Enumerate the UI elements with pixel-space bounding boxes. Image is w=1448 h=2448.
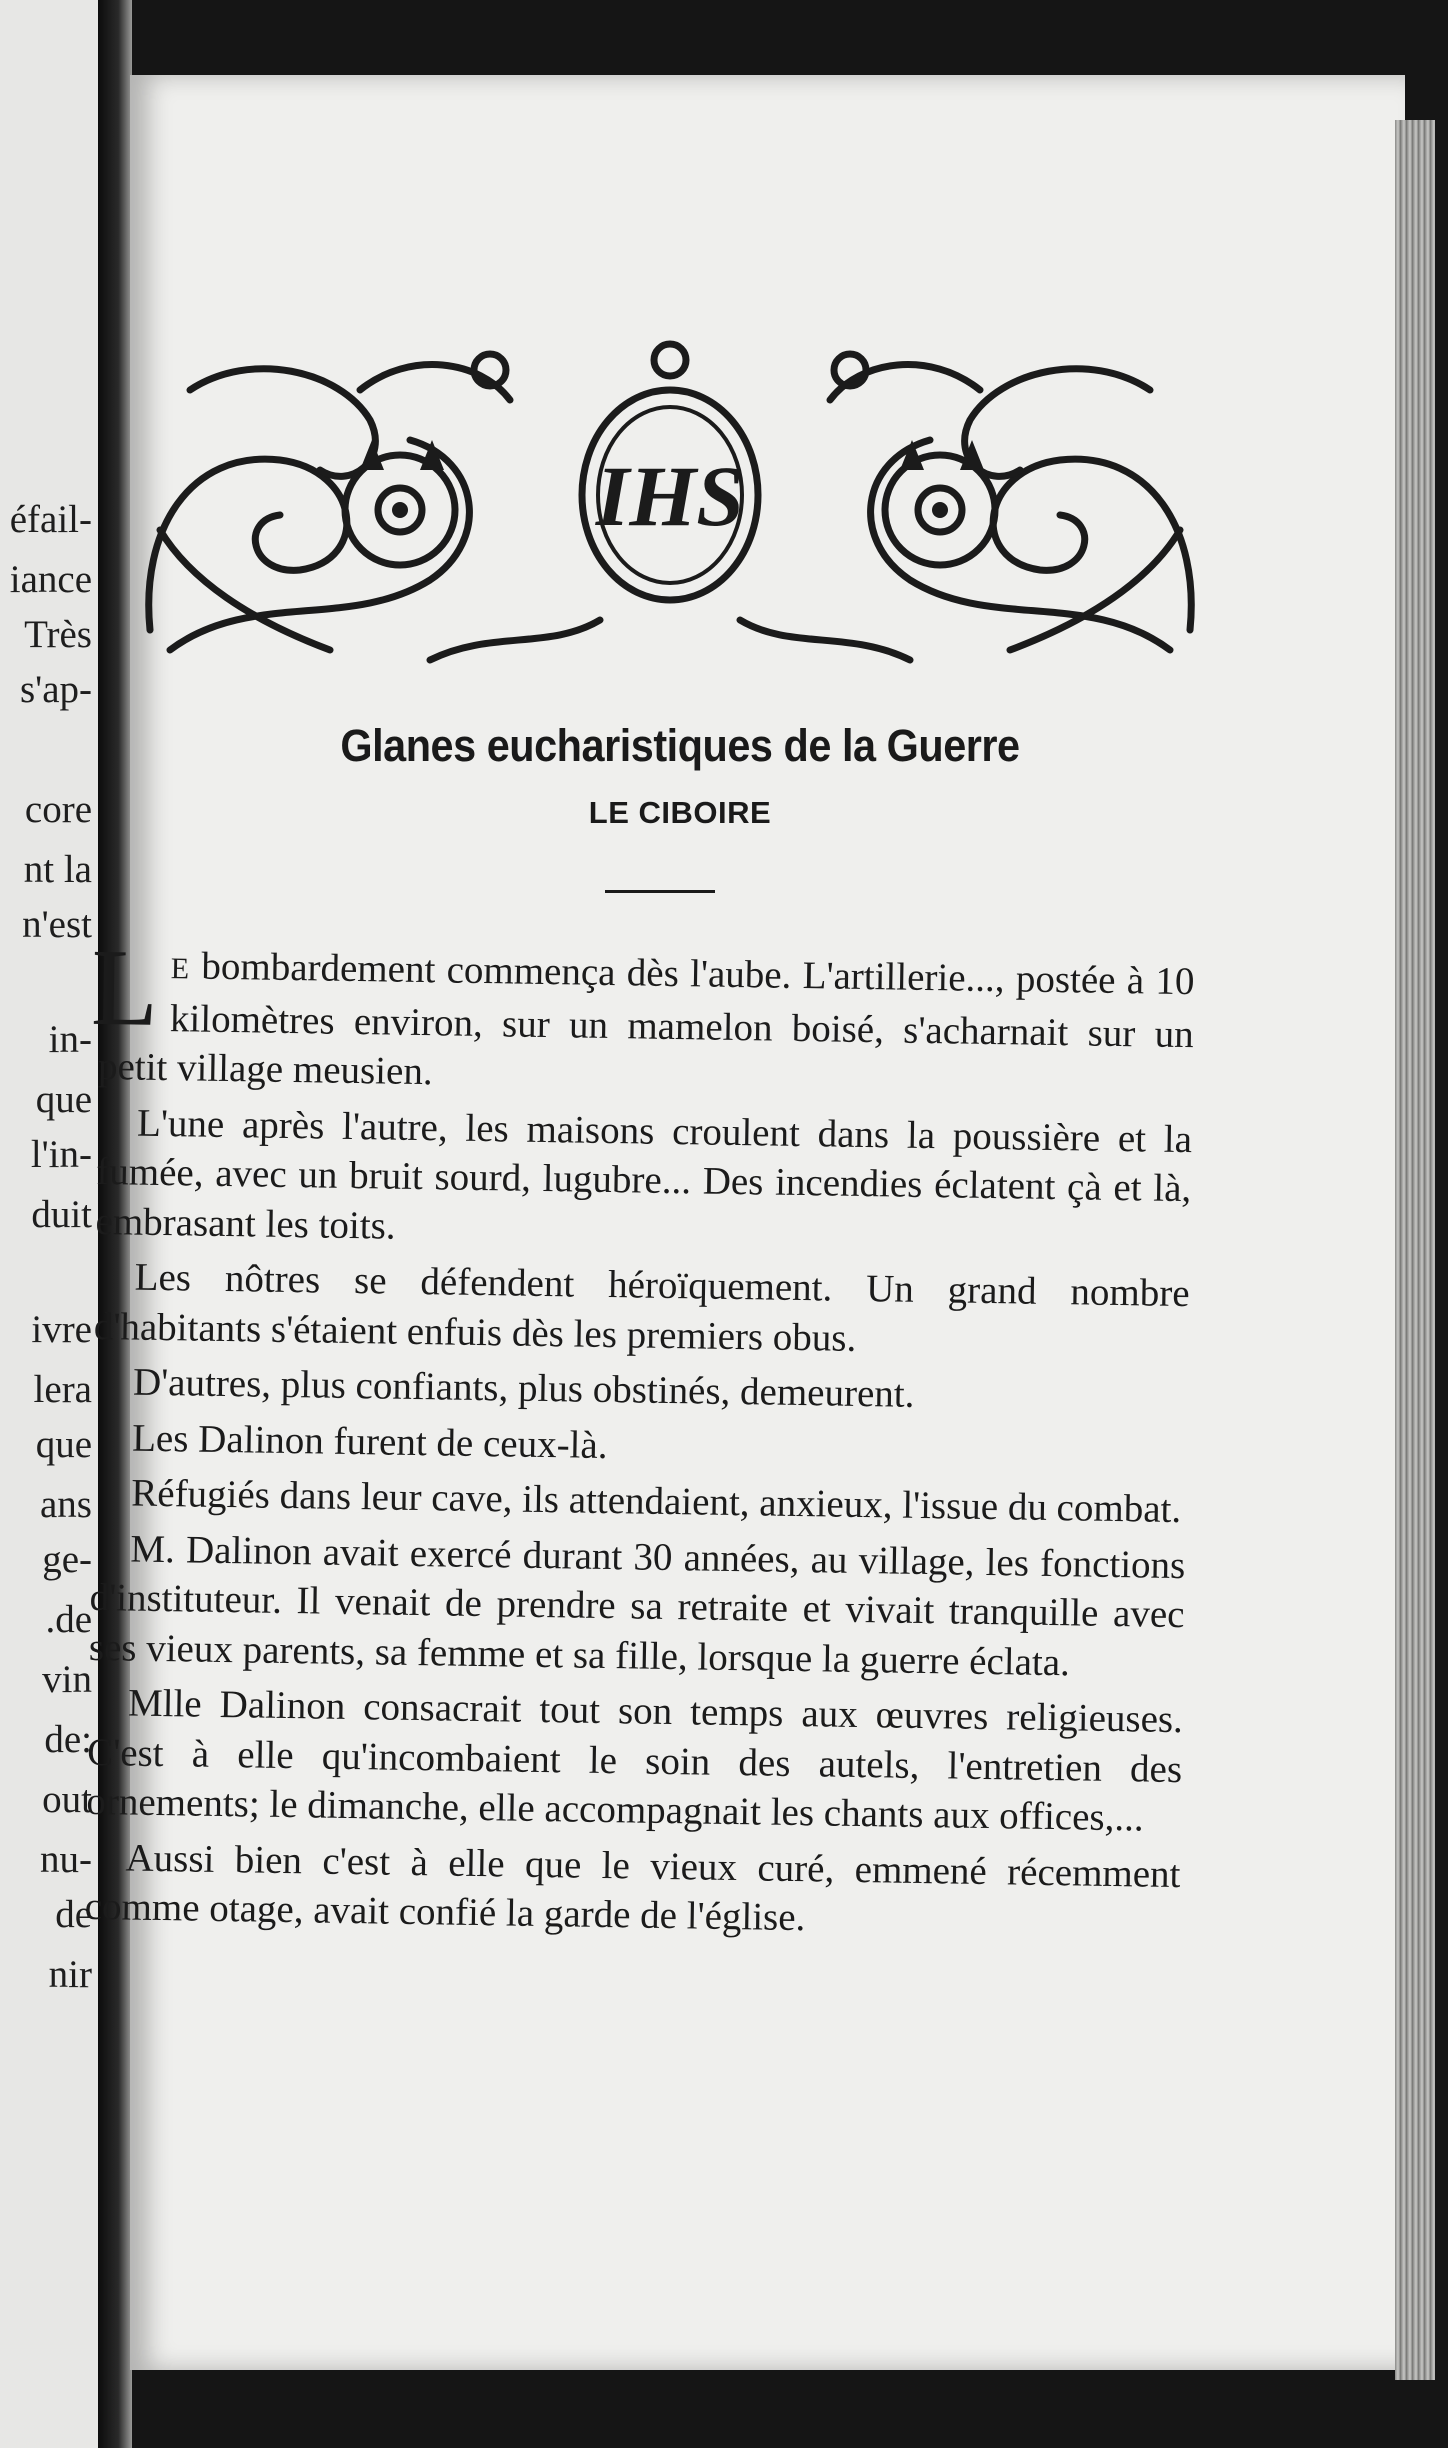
paragraph: Mlle Dalinon consacrait tout son temps aux œuvres religieuses. C'est à elle qu'incombaient le soin des autels, l'entretien des ornements; le dimanche, elle accompagnait les chants aux offices,... xyxy=(86,1681,1184,1840)
left-page-text-fragment: iance xyxy=(9,558,92,601)
floral-ornament-icon xyxy=(130,330,1210,685)
left-page-text-fragment: nt la xyxy=(23,848,92,891)
left-page-text-fragment: n'est xyxy=(22,903,92,946)
left-page-text-fragment: duit xyxy=(31,1193,92,1236)
left-page-text-fragment: de: xyxy=(44,1718,92,1761)
paragraph: D'autres, plus confiants, plus obstinés, demeurent. xyxy=(132,1360,915,1416)
paragraph: L'une après l'autre, les maisons croulent dans la poussière et la fumée, avec un bruit sourd, lugubre... Des incendies éclatent çà et là, embrasant les toits. xyxy=(95,1101,1193,1248)
title-divider xyxy=(605,890,715,893)
left-page-text-fragment: de xyxy=(55,1893,92,1936)
left-page-text-fragment: .de xyxy=(45,1598,92,1641)
left-page-text-fragment: ans xyxy=(40,1483,92,1526)
paragraph: Les Dalinon furent de ceux-là. xyxy=(131,1416,608,1467)
paragraph: M. Dalinon avait exercé durant 30 années, au village, les fonctions d'instituteur. Il venait de prendre sa retraite et vivait tranquille avec ses vieux parents, sa femme et sa fille, lorsque la guerre éclata. xyxy=(88,1527,1186,1684)
drop-cap: L xyxy=(90,925,160,1049)
paragraph-text: bombardement commença dès l'aube. L'artillerie..., postée à 10 kilomètres environ, sur un mamelon boisé, s'acharnait sur un petit village meusien. xyxy=(97,944,1195,1094)
left-page-fragment xyxy=(0,0,98,2448)
left-page-text-fragment: s'ap- xyxy=(19,668,92,711)
section-subtitle: LE CIBOIRE xyxy=(588,795,772,830)
paragraph-list xyxy=(84,1097,1192,1948)
left-page-text-fragment: vin xyxy=(42,1658,92,1701)
left-page-text-fragment: in- xyxy=(48,1018,92,1061)
left-page-text-fragment: Très xyxy=(24,613,92,656)
left-page-text-fragment: out xyxy=(42,1778,92,1821)
left-page-text-fragment: l'in- xyxy=(30,1133,92,1176)
page-edges xyxy=(1395,120,1435,2380)
left-page-text-fragment: core xyxy=(24,788,92,831)
drop-cap-continuation: E xyxy=(170,952,191,986)
left-page-text-fragment: nu- xyxy=(40,1838,92,1881)
article-body xyxy=(84,925,1195,1955)
paragraph: Aussi bien c'est à elle que le vieux curé, emmené récemment comme otage, avait confié la garde de l'église. xyxy=(84,1836,1181,1940)
left-page-text-fragment: que xyxy=(35,1423,92,1466)
left-page-text-fragment: ivre xyxy=(31,1308,92,1351)
left-page-text-fragment: éfail- xyxy=(9,498,92,541)
page-title: Glanes eucharistiques de la Guerre xyxy=(340,720,1020,771)
paragraph-opening xyxy=(90,925,1195,1109)
ihs-monogram: IHS xyxy=(595,448,745,544)
left-page-text-fragment: nir xyxy=(48,1953,92,1996)
left-page-text-fragment: ge- xyxy=(42,1538,92,1581)
left-page-text-fragment: lera xyxy=(33,1368,92,1411)
paragraph: Réfugiés dans leur cave, ils attendaient, anxieux, l'issue du combat. xyxy=(130,1471,1182,1532)
paragraph: Les nôtres se défendent héroïquement. Un grand nombre d'habitants s'étaient enfuis dès les premiers obus. xyxy=(93,1255,1190,1360)
left-page-text-fragment: que xyxy=(35,1078,92,1121)
